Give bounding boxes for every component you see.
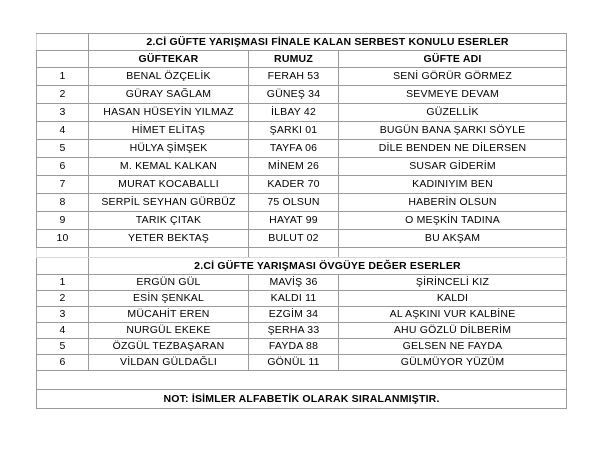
cell-alias: ŞERHA 33 — [249, 323, 339, 339]
cell-alias: 75 OLSUN — [249, 194, 339, 212]
cell-no: 2 — [37, 291, 89, 307]
cell-no: 4 — [37, 122, 89, 140]
title-spacer-cell — [37, 34, 89, 51]
cell-title: SUSAR GİDERİM — [339, 158, 567, 176]
cell-author: HASAN HÜSEYİN YILMAZ — [89, 104, 249, 122]
cell-no: 5 — [37, 140, 89, 158]
cell-no: 1 — [37, 68, 89, 86]
table-row — [37, 104, 567, 122]
cell-no: 3 — [37, 104, 89, 122]
cell-author: SERPİL SEYHAN GÜRBÜZ — [89, 194, 249, 212]
cell-author: ERGÜN GÜL — [89, 275, 249, 291]
cell-title: O MEŞKİN TADINA — [339, 212, 567, 230]
cell-title: ŞİRİNCELİ KIZ — [339, 275, 567, 291]
cell-no: 5 — [37, 339, 89, 355]
cell-no: 1 — [37, 275, 89, 291]
cell-author: ÖZGÜL TEZBAŞARAN — [89, 339, 249, 355]
cell-author: MURAT KOCABALLI — [89, 176, 249, 194]
cell-author: M. KEMAL KALKAN — [89, 158, 249, 176]
cell-alias: MAVİŞ 36 — [249, 275, 339, 291]
cell-alias: FERAH 53 — [249, 68, 339, 86]
cell-alias: ŞARKI 01 — [249, 122, 339, 140]
cell-title: BUGÜN BANA ŞARKI SÖYLE — [339, 122, 567, 140]
separator-cell — [249, 248, 339, 258]
cell-alias: İLBAY 42 — [249, 104, 339, 122]
cell-title: HABERİN OLSUN — [339, 194, 567, 212]
table-row — [37, 86, 567, 104]
cell-no: 6 — [37, 158, 89, 176]
footer-note: NOT: İSİMLER ALFABETİK OLARAK SIRALANMIŞTIR. — [37, 390, 567, 409]
header-title: GÜFTE ADI — [339, 51, 567, 68]
table-row — [37, 122, 567, 140]
table-row — [37, 291, 567, 307]
table-row — [37, 339, 567, 355]
table-row — [37, 176, 567, 194]
header-no-cell — [37, 51, 89, 68]
cell-no: 8 — [37, 194, 89, 212]
section1-title: 2.Cİ GÜFTE YARIŞMASI FİNALE KALAN SERBEST KONULU ESERLER — [89, 34, 567, 51]
cell-author: TARIK ÇITAK — [89, 212, 249, 230]
header-row — [37, 51, 567, 68]
table-row — [37, 355, 567, 371]
gap-row — [37, 371, 567, 390]
cell-no: 6 — [37, 355, 89, 371]
table-row — [37, 140, 567, 158]
cell-title: GÜZELLİK — [339, 104, 567, 122]
cell-author: MÜCAHİT EREN — [89, 307, 249, 323]
cell-alias: HAYAT 99 — [249, 212, 339, 230]
cell-title: SENİ GÖRÜR GÖRMEZ — [339, 68, 567, 86]
table-row — [37, 323, 567, 339]
cell-no: 4 — [37, 323, 89, 339]
footer-row — [37, 390, 567, 409]
cell-alias: TAYFA 06 — [249, 140, 339, 158]
cell-alias: BULUT 02 — [249, 230, 339, 248]
cell-author: YETER BEKTAŞ — [89, 230, 249, 248]
cell-title: DİLE BENDEN NE DİLERSEN — [339, 140, 567, 158]
cell-alias: EZGİM 34 — [249, 307, 339, 323]
table-row — [37, 230, 567, 248]
table-row — [37, 212, 567, 230]
cell-title: GELSEN NE FAYDA — [339, 339, 567, 355]
header-author: GÜFTEKAR — [89, 51, 249, 68]
cell-author: ESİN ŞENKAL — [89, 291, 249, 307]
cell-title: KALDI — [339, 291, 567, 307]
section2-title-row — [37, 258, 567, 275]
cell-author: HÜLYA ŞİMŞEK — [89, 140, 249, 158]
cell-author: BENAL ÖZÇELİK — [89, 68, 249, 86]
cell-alias: GÜNEŞ 34 — [249, 86, 339, 104]
cell-title: GÜLMÜYOR YÜZÜM — [339, 355, 567, 371]
separator-cell — [89, 248, 249, 258]
cell-title: BU AKŞAM — [339, 230, 567, 248]
table-row — [37, 158, 567, 176]
cell-no: 3 — [37, 307, 89, 323]
cell-no: 9 — [37, 212, 89, 230]
separator-cell — [37, 248, 89, 258]
table-row — [37, 307, 567, 323]
cell-no: 10 — [37, 230, 89, 248]
cell-alias: KALDI 11 — [249, 291, 339, 307]
cell-alias: GÖNÜL 11 — [249, 355, 339, 371]
table-row — [37, 194, 567, 212]
separator-cell — [339, 248, 567, 258]
cell-author: HİMET ELİTAŞ — [89, 122, 249, 140]
section1-title-row — [37, 34, 567, 51]
cell-title: AHU GÖZLÜ DİLBERİM — [339, 323, 567, 339]
section2-title: 2.Cİ GÜFTE YARIŞMASI ÖVGÜYE DEĞER ESERLER — [89, 258, 567, 275]
table-row — [37, 68, 567, 86]
cell-alias: FAYDA 88 — [249, 339, 339, 355]
cell-author: NURGÜL EKEKE — [89, 323, 249, 339]
table-row — [37, 275, 567, 291]
results-table — [36, 33, 567, 409]
cell-alias: MİNEM 26 — [249, 158, 339, 176]
cell-alias: KADER 70 — [249, 176, 339, 194]
cell-author: VİLDAN GÜLDAĞLI — [89, 355, 249, 371]
header-alias: RUMUZ — [249, 51, 339, 68]
cell-title: SEVMEYE DEVAM — [339, 86, 567, 104]
title-spacer-cell — [37, 258, 89, 275]
cell-no: 2 — [37, 86, 89, 104]
cell-no: 7 — [37, 176, 89, 194]
gap-cell — [37, 371, 567, 390]
results-sheet — [36, 33, 566, 409]
cell-author: GÜRAY SAĞLAM — [89, 86, 249, 104]
cell-title: KADINIYIM BEN — [339, 176, 567, 194]
separator-row — [37, 248, 567, 258]
cell-title: AL AŞKINI VUR KALBİNE — [339, 307, 567, 323]
